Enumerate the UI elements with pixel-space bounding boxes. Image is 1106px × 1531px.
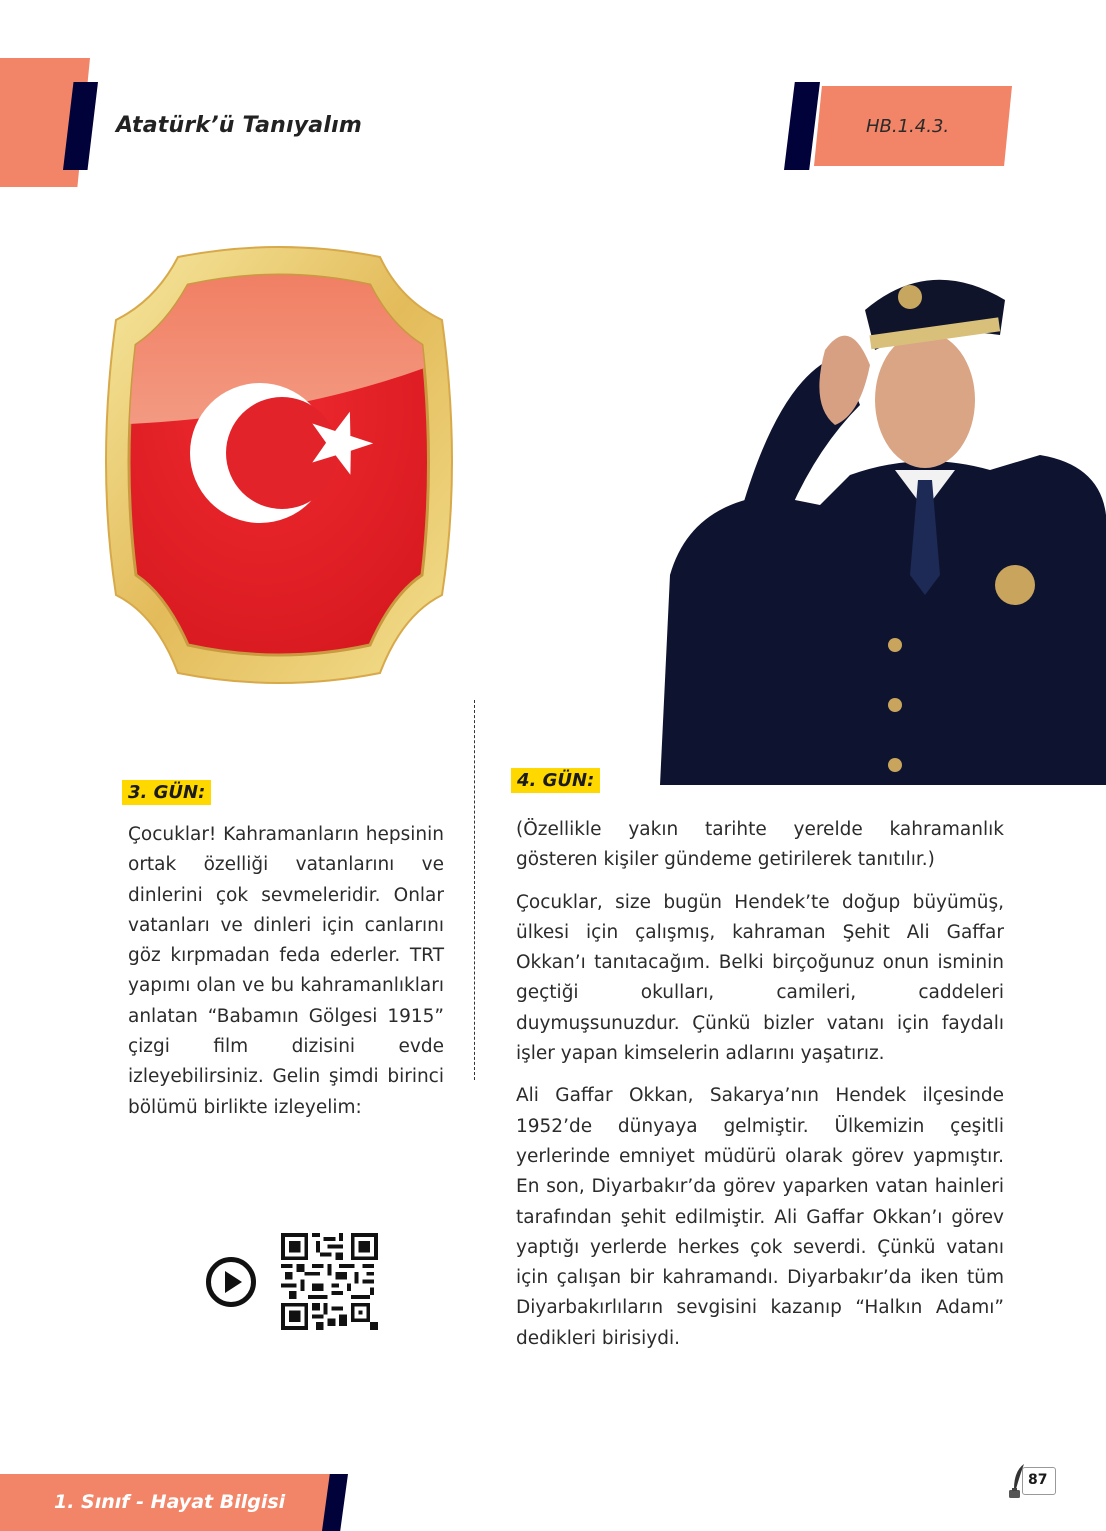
play-circle-icon[interactable] [205, 1256, 257, 1308]
day-4-label: 4. GÜN: [511, 768, 600, 793]
paragraph: Çocuklar! Kahramanların hepsinin ortak özelliği vatanlarını ve dinlerini çok sevmeleridir. Onlar vatanları ve dinleri için canlarını göz kırpmadan feda ederler. TRT yapımı olan ve bu kahramanlıkları anlatan “Babamın Gölgesi 1915” çizgi film dizisini evde izleyebilirsiniz. Gelin şimdi birinci bölümü birlikte izleyelim: [128, 824, 444, 1118]
paragraph: Çocuklar, size bugün Hendek’te doğup büyümüş, ülkesi için çalışmış, kahraman Şehit Ali Gaffar Okkan’ı tanıtacağım. Belki birçoğunuz onun isminin geçtiği okulları, camileri, caddeleri duymuşsunuzdur. Çünkü bizler vatanı için faydalı işler yapan kimselerin adlarını yaşatırız. [516, 891, 1004, 1065]
day-3-text [128, 820, 444, 1123]
code-navy-bar [784, 82, 820, 170]
unit-title: Atatürk’ü Tanıyalım [116, 113, 362, 138]
qr-code-icon[interactable] [281, 1233, 378, 1330]
paragraph: Ali Gaffar Okkan, Sakarya’nın Hendek ilçesinde 1952’de dünyaya gelmiştir. Ülkemizin çeşitli yerlerinde emniyet müdürü olarak görev yapmıştır. En son, Diyarbakır’da görev yaparken vatan hainleri tarafından şehit edilmiştir. Ali Gaffar Okkan’ı görev yaptığı yerlerde herkes çok severdi. Çünkü vatanı için çalışan bir kahramandı. Diyarbakır’da iken tüm Diyarbakırlıların sevgisini kazanıp “Halkın Adamı” dedikleri birisiydi. [516, 1085, 1004, 1349]
column-divider [474, 700, 475, 1080]
day-3-label: 3. GÜN: [122, 780, 211, 805]
officer-photo [660, 255, 1106, 785]
page-number: 87 [1028, 1472, 1048, 1488]
paragraph: (Özellikle yakın tarihte yerelde kahramanlık gösteren kişiler gündeme getirilerek tanıtılır.) [516, 819, 1004, 871]
turkish-flag-shield-icon [100, 245, 458, 685]
page-number-badge [1008, 1463, 1058, 1499]
footer-subject: 1. Sınıf - Hayat Bilgisi [54, 1491, 286, 1513]
outcome-code: HB.1.4.3. [866, 116, 950, 137]
day-4-text [516, 815, 1004, 1366]
